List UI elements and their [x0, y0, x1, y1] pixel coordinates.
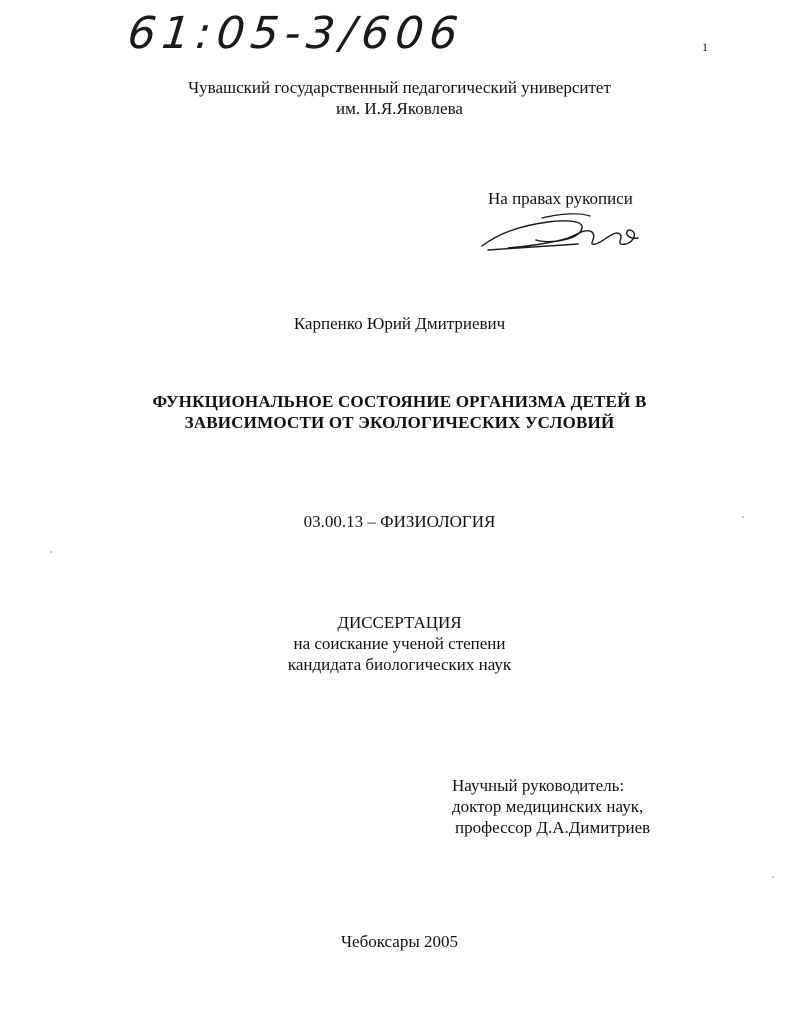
supervisor-degree: доктор медицинских наук, — [452, 797, 644, 816]
degree-purpose: на соискание ученой степени — [293, 634, 506, 653]
degree-name: кандидата биологических наук — [287, 655, 512, 674]
handwritten-archive-code: 61:05-3/606 — [125, 8, 467, 59]
city-year: Чебоксары 2005 — [340, 932, 459, 951]
page-number: 1 — [702, 40, 708, 54]
scan-speck — [742, 516, 744, 518]
university-named-after: им. И.Я.Яковлева — [336, 99, 463, 118]
supervisor-label: Научный руководитель: — [452, 776, 625, 795]
rights-note: На правах рукописи — [488, 189, 633, 208]
supervisor-name: профессор Д.А.Димитриев — [455, 818, 651, 837]
signature — [478, 210, 648, 258]
author-name: Карпенко Юрий Дмитриевич — [293, 314, 506, 333]
scan-speck — [772, 876, 774, 878]
work-type: ДИССЕРТАЦИЯ — [337, 613, 462, 632]
university-name: Чувашский государственный педагогический университет — [188, 78, 611, 97]
thesis-title-line1: ФУНКЦИОНАЛЬНОЕ СОСТОЯНИЕ ОРГАНИЗМА ДЕТЕЙ В — [152, 392, 647, 411]
scan-speck — [50, 551, 52, 553]
specialty-code: 03.00.13 – ФИЗИОЛОГИЯ — [303, 512, 496, 531]
thesis-title-line2: ЗАВИСИМОСТИ ОТ ЭКОЛОГИЧЕСКИХ УСЛОВИЙ — [184, 413, 615, 432]
